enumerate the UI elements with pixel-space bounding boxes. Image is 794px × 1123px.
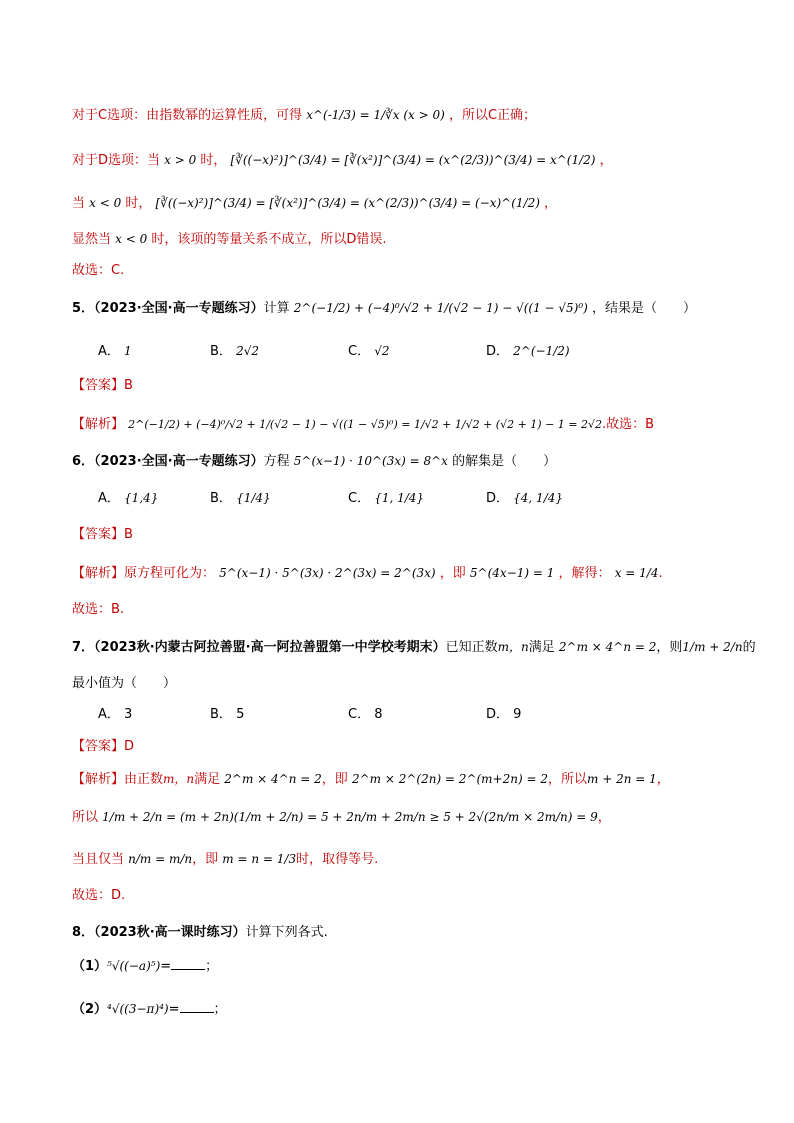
q7-option-c[interactable]: C． 8: [348, 707, 383, 722]
q6-option-d[interactable]: D． {4, 1/4}: [486, 491, 564, 506]
q7-option-d[interactable]: D． 9: [486, 707, 522, 722]
q4-d-formula: [∛((−x)²)]^(3/4) = [∛(x²)]^(3/4) = (x^(2/3))^(3/4) = x^(1/2): [230, 153, 596, 167]
q6-source: （2023·全国·高一专题练习）: [94, 454, 264, 469]
q5-option-a[interactable]: A． 1: [98, 344, 132, 359]
q7-answer: 【答案】D: [72, 739, 135, 754]
q8-number: 8．: [72, 925, 95, 940]
q6-stem: 6．（2023·全国·高一专题练习）方程 5^(x−1) · 10^(3x) = 8^x 的解集是（ ）: [72, 454, 557, 469]
q4-negative-case: 当 x < 0 时， [∛((−x)²)]^(3/4) = [∛(x²)]^(3/4) = (x^(2/3))^(3/4) = (−x)^(1/2) ，: [72, 196, 558, 211]
q4-choice: 故选：C.: [72, 263, 125, 278]
q4-conclusion: 显然当 x < 0 时，该项的等量关系不成立，所以D错误.: [72, 232, 387, 247]
q8-item-1: （1）⁵√((−a)⁵)= ；: [72, 959, 219, 974]
q4-negative-formula: [∛((−x)²)]^(3/4) = [∛(x²)]^(3/4) = (x^(2/3))^(3/4) = (−x)^(1/2): [155, 196, 540, 210]
q4-option-c-analysis: 对于C选项：由指数幂的运算性质，可得 x^(-1/3) = 1/∛x (x > 0) ，所以C正确；: [72, 108, 537, 123]
q4-c-formula: x^(-1/3) = 1/∛x (x > 0): [306, 108, 445, 122]
q6-option-c[interactable]: C． {1, 1/4}: [348, 491, 425, 506]
q6-number: 6．: [72, 454, 95, 469]
q5-option-d[interactable]: D． 2^(−1/2): [486, 344, 570, 359]
q5-option-b[interactable]: B． 2√2: [210, 344, 259, 359]
q7-option-b[interactable]: B． 5: [210, 707, 245, 722]
q7-number: 7．: [72, 640, 95, 655]
q7-analysis-line2: 所以 1/m + 2/n = (m + 2n)(1/m + 2/n) = 5 + 2n/m + 2m/n ≥ 5 + 2√(2n/m × 2m/n) = 9，: [72, 810, 611, 825]
q8-item-2: （2）⁴√((3−π)⁴)= ；: [72, 1002, 227, 1017]
q6-formula: 5^(x−1) · 10^(3x) = 8^x: [293, 454, 448, 468]
q7-source: （2023秋·内蒙古阿拉善盟·高一阿拉善盟第一中学校考期末）: [94, 640, 446, 655]
q6-answer: 【答案】B: [72, 527, 133, 542]
q5-source: （2023·全国·高一专题练习）: [94, 301, 264, 316]
q7-analysis-line3: 当且仅当 n/m = m/n，即 m = n = 1/3时，取得等号.: [72, 852, 379, 867]
q8-source: （2023秋·高一课时练习）: [94, 925, 246, 940]
q7-inequality-formula: 1/m + 2/n = (m + 2n)(1/m + 2/n) = 5 + 2n/m + 2m/n ≥ 5 + 2√(2n/m × 2m/n) = 9: [102, 810, 598, 824]
q7-option-a[interactable]: A． 3: [98, 707, 133, 722]
q7-stem-cont: 最小值为（ ）: [72, 676, 177, 691]
q6-option-b[interactable]: B． {1/4}: [210, 491, 271, 506]
q5-formula: 2^(−1/2) + (−4)⁰/√2 + 1/(√2 − 1) − √((1 − √5)⁰): [293, 301, 588, 315]
q6-choice: 故选：B.: [72, 602, 125, 617]
q5-stem: 5．（2023·全国·高一专题练习）计算 2^(−1/2) + (−4)⁰/√2 + 1/(√2 − 1) − √((1 − √5)⁰) ，结果是（ ）: [72, 301, 697, 316]
q7-choice: 故选：D.: [72, 888, 126, 903]
q4-option-d-analysis: 对于D选项：当 x > 0 时， [∛((−x)²)]^(3/4) = [∛(x²)]^(3/4) = (x^(2/3))^(3/4) = x^(1/2) ，: [72, 153, 613, 168]
q5-analysis: 【解析】 2^(−1/2) + (−4)⁰/√2 + 1/(√2 − 1) − √((1 − √5)⁰) = 1/√2 + 1/√2 + (√2 + 1) − 1 = 2√2.故选：B: [72, 417, 655, 432]
q5-analysis-formula: 2^(−1/2) + (−4)⁰/√2 + 1/(√2 − 1) − √((1 − √5)⁰) = 1/√2 + 1/√2 + (√2 + 1) − 1 = 2√2: [128, 418, 603, 431]
q8-stem: 8．（2023秋·高一课时练习）计算下列各式.: [72, 925, 328, 940]
q5-option-c[interactable]: C． √2: [348, 344, 390, 359]
q6-option-a[interactable]: A． {1,4}: [98, 491, 159, 506]
q6-analysis: 【解析】原方程可化为： 5^(x−1) · 5^(3x) · 2^(3x) = 2^(3x) ，即 5^(4x−1) = 1 ，解得： x = 1/4.: [72, 566, 663, 581]
q7-analysis: 【解析】由正数m，n满足 2^m × 4^n = 2，即 2^m × 2^(2n) = 2^(m+2n) = 2，所以m + 2n = 1，: [72, 772, 670, 787]
answer-blank-1[interactable]: [171, 957, 205, 970]
q5-number: 5．: [72, 301, 95, 316]
q7-stem: 7．（2023秋·内蒙古阿拉善盟·高一阿拉善盟第一中学校考期末）已知正数m，n满足 2^m × 4^n = 2，则1/m + 2/n的: [72, 640, 756, 655]
q5-answer: 【答案】B: [72, 378, 133, 393]
answer-blank-2[interactable]: [180, 1000, 214, 1013]
